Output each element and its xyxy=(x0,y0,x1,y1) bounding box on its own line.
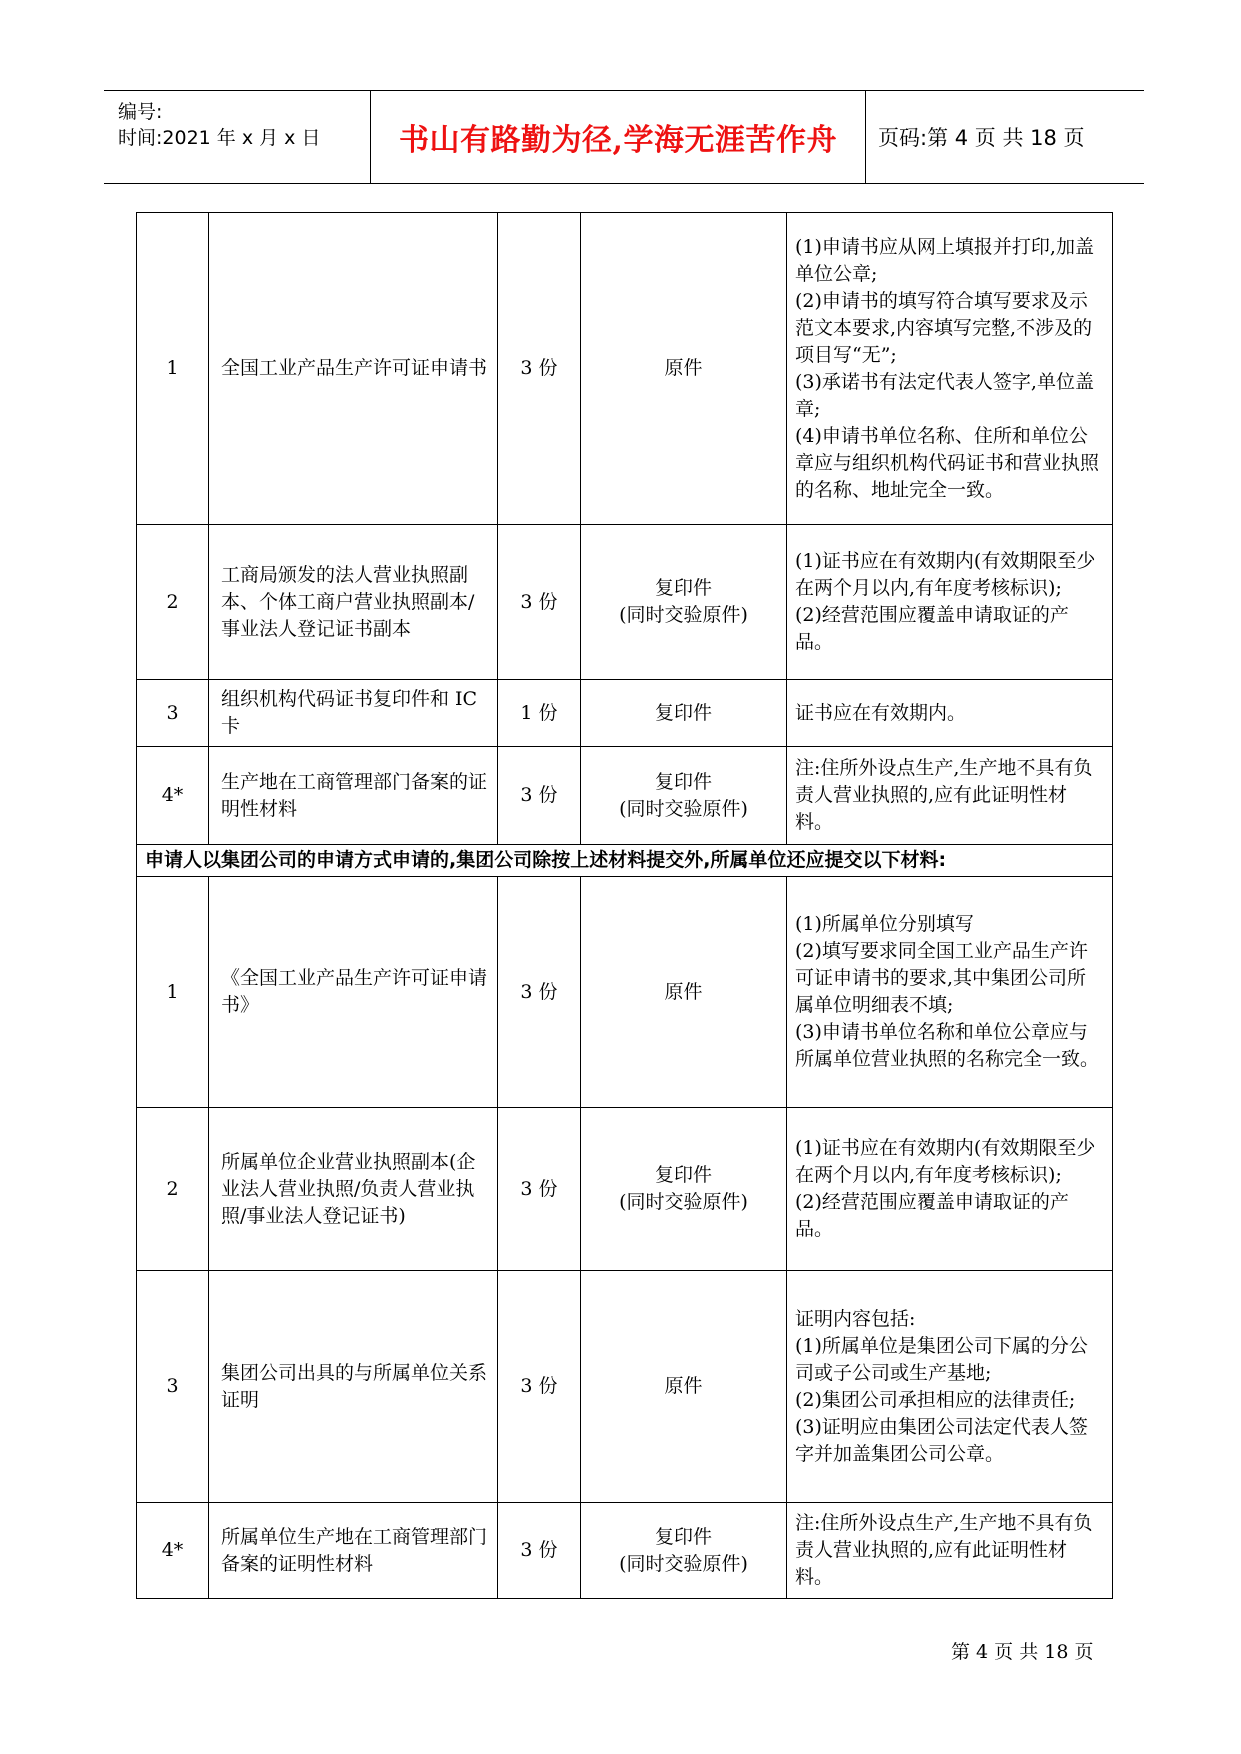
copy-count: 3 份 xyxy=(498,525,581,680)
group-application-note: 申请人以集团公司的申请方式申请的,集团公司除按上述材料提交外,所属单位还应提交以下材料: xyxy=(137,845,1113,877)
note-line: 证书应在有效期内。 xyxy=(795,701,967,724)
document-form xyxy=(581,747,787,845)
document-form xyxy=(581,1271,787,1503)
row-number: 2 xyxy=(137,525,209,680)
copy-count: 3 份 xyxy=(498,1503,581,1599)
form-line: 原件 xyxy=(664,980,703,1003)
form-line: 复印件 xyxy=(654,770,712,793)
row-number: 4* xyxy=(137,1503,209,1599)
note-line: 注:住所外设点生产,生产地不具有负责人营业执照的,应有此证明性材料。 xyxy=(795,1512,1093,1588)
page-footer: 第 4 页 共 18 页 xyxy=(951,1641,1094,1663)
note-line: (3)承诺书有法定代表人签字,单位盖章; xyxy=(795,370,1094,420)
header-meta xyxy=(104,91,370,183)
document-form xyxy=(581,1108,787,1271)
form-line: (同时交验原件) xyxy=(619,604,748,626)
materials-table-body xyxy=(137,213,1113,1599)
material-name: 《全国工业产品生产许可证申请书》 xyxy=(209,877,498,1108)
note-line: (2)经营范围应覆盖申请取证的产品。 xyxy=(795,1191,1069,1240)
row-number: 3 xyxy=(137,680,209,747)
table-row xyxy=(137,747,1113,845)
note-line: (2)申请书的填写符合填写要求及示范文本要求,内容填写完整,不涉及的项目写“无”; xyxy=(795,289,1093,366)
document-form xyxy=(581,1503,787,1599)
copy-count: 3 份 xyxy=(498,1271,581,1503)
row-number: 3 xyxy=(137,1271,209,1503)
materials-table xyxy=(136,212,1113,1599)
requirement-notes xyxy=(787,213,1113,525)
table-row xyxy=(137,877,1113,1108)
copy-count: 3 份 xyxy=(498,877,581,1108)
row-number: 4* xyxy=(137,747,209,845)
material-name: 工商局颁发的法人营业执照副本、个体工商户营业执照副本/事业法人登记证书副本 xyxy=(209,525,498,680)
header-page-code: 页码:第 4 页 共 18 页 xyxy=(878,126,1085,150)
material-name: 组织机构代码证书复印件和 IC 卡 xyxy=(209,680,498,747)
header-motto: 书山有路勤为径,学海无涯苦作舟 xyxy=(399,123,837,158)
note-line: (2)集团公司承担相应的法律责任; xyxy=(795,1388,1076,1411)
material-name: 集团公司出具的与所属单位关系证明 xyxy=(209,1271,498,1503)
header-page-cell xyxy=(864,91,1144,183)
document-time: 时间:2021 年 x 月 x 日 xyxy=(118,127,321,149)
note-line: (1)申请书应从网上填报并打印,加盖单位公章; xyxy=(795,235,1094,285)
note-line: (3)申请书单位名称和单位公章应与所属单位营业执照的名称完全一致。 xyxy=(795,1021,1100,1070)
document-number-label: 编号: xyxy=(118,101,163,123)
requirement-notes xyxy=(787,1271,1113,1503)
table-row xyxy=(137,1271,1113,1503)
table-row xyxy=(137,1503,1113,1599)
form-line: 原件 xyxy=(664,357,703,379)
table-row xyxy=(137,680,1113,747)
form-line: (同时交验原件) xyxy=(619,797,748,820)
note-line: 证明内容包括: xyxy=(795,1307,916,1330)
note-line: (1)所属单位分别填写 xyxy=(795,913,974,935)
document-form xyxy=(581,877,787,1108)
row-number: 1 xyxy=(137,213,209,525)
requirement-notes xyxy=(787,747,1113,845)
form-line: (同时交验原件) xyxy=(619,1191,748,1213)
note-line: (2)填写要求同全国工业产品生产许可证申请书的要求,其中集团公司所属单位明细表不填; xyxy=(795,940,1088,1016)
copy-count: 1 份 xyxy=(498,680,581,747)
material-name: 所属单位生产地在工商管理部门备案的证明性材料 xyxy=(209,1503,498,1599)
note-line: 注:住所外设点生产,生产地不具有负责人营业执照的,应有此证明性材料。 xyxy=(795,757,1093,833)
table-row xyxy=(137,525,1113,680)
copy-count: 3 份 xyxy=(498,213,581,525)
form-line: 原件 xyxy=(664,1375,703,1397)
material-name: 全国工业产品生产许可证申请书 xyxy=(209,213,498,525)
note-line: (1)证书应在有效期内(有效期限至少在两个月以内,有年度考核标识); xyxy=(795,1137,1096,1186)
requirement-notes xyxy=(787,1108,1113,1271)
form-line: 复印件 xyxy=(654,577,712,599)
form-line: (同时交验原件) xyxy=(619,1552,748,1575)
row-number: 1 xyxy=(137,877,209,1108)
form-line: 复印件 xyxy=(654,1164,712,1186)
note-line: (1)所属单位是集团公司下属的分公司或子公司或生产基地; xyxy=(795,1334,1088,1384)
material-name: 生产地在工商管理部门备案的证明性材料 xyxy=(209,747,498,845)
table-row xyxy=(137,213,1113,525)
note-line: (3)证明应由集团公司法定代表人签字并加盖集团公司公章。 xyxy=(795,1415,1088,1465)
header-motto-cell xyxy=(370,91,866,183)
requirement-notes xyxy=(787,877,1113,1108)
form-line: 复印件 xyxy=(654,701,712,724)
requirement-notes xyxy=(787,1503,1113,1599)
note-line: (1)证书应在有效期内(有效期限至少在两个月以内,有年度考核标识); xyxy=(795,550,1096,599)
note-line: (4)申请书单位名称、住所和单位公章应与组织机构代码证书和营业执照的名称、地址完全一致。 xyxy=(795,424,1100,501)
note-line: (2)经营范围应覆盖申请取证的产品。 xyxy=(795,604,1069,653)
copy-count: 3 份 xyxy=(498,747,581,845)
requirement-notes xyxy=(787,525,1113,680)
copy-count: 3 份 xyxy=(498,1108,581,1271)
section-row xyxy=(137,845,1113,877)
material-name: 所属单位企业营业执照副本(企业法人营业执照/负责人营业执照/事业法人登记证书) xyxy=(209,1108,498,1271)
form-line: 复印件 xyxy=(654,1525,712,1548)
page-header xyxy=(104,90,1144,184)
table-row xyxy=(137,1108,1113,1271)
document-form xyxy=(581,680,787,747)
document-form xyxy=(581,525,787,680)
row-number: 2 xyxy=(137,1108,209,1271)
document-form xyxy=(581,213,787,525)
requirement-notes xyxy=(787,680,1113,747)
